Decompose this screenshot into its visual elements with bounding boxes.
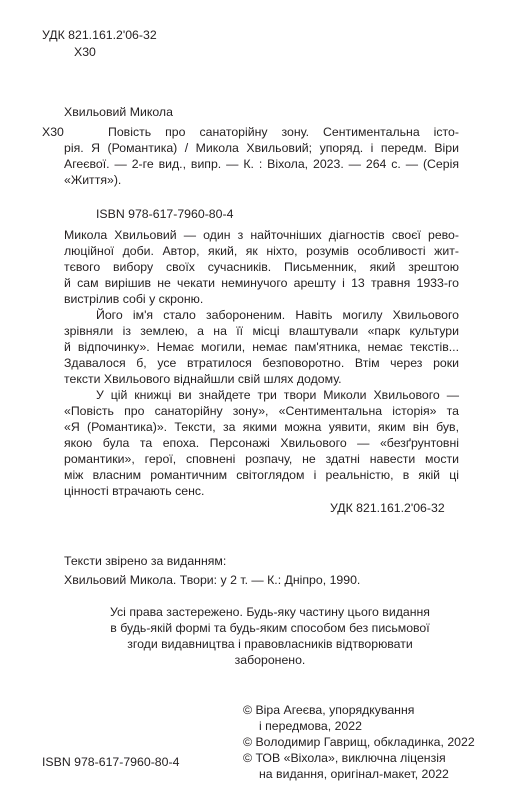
rights-line: в будь-якій формі та будь-яким способом без письмової [110,621,430,635]
annotation-line: романтики», герої, сповнені розпачу, не здатні навести мости [64,452,459,466]
annotation-line: й відпочинку». Немає могили, немає пам'ятника, немає текстів... [64,340,459,354]
bib-author-mark: Х30 [42,125,64,139]
annotation-line: якою була та епоха. Персонажі Хвильового — «безґрунтовні [64,436,459,450]
bib-line: Повість про санаторійну зону. Сентиментальна істо- [108,125,459,139]
author-mark-top: Х30 [74,45,96,59]
source-note-line: Хвильовий Микола. Твори: у 2 т. — К.: Дніпро, 1990. [64,573,361,587]
copyright-line: © Віра Агеєва, упорядкування [243,703,415,717]
rights-line: Усі права застережено. Будь-яку частину цього видання [110,605,430,619]
udk-code-bottom: УДК 821.161.2'06-32 [330,501,445,515]
rights-line: згоди видавництва і правовласників відтворювати [127,637,413,651]
isbn-mid: ISBN 978-617-7960-80-4 [96,207,234,221]
annotation-line: Микола Хвильовий — один з найточніших діагностів своєї рево- [64,228,459,242]
source-note [64,553,360,588]
copyright-line: на видання, оригінал-макет, 2022 [259,767,449,781]
annotation-line: тєвого вибору своїх сучасників. Письменник, який зрештою [64,260,459,274]
annotation [64,227,459,499]
annotation-line: У цій книжці ви знайдете три твори Миколи Хвильового — [96,388,459,402]
bib-line: Агеєвої. — 2-ге вид., випр. — К. : Віхола, 2023. — 264 с. — (Серія [64,157,459,171]
annotation-line: Здавалося б, усе втратилося безповоротно. Втім через роки [64,356,459,370]
isbn-bottom: ISBN 978-617-7960-80-4 [42,755,180,769]
copyright-line: і передмова, 2022 [259,719,362,733]
annotation-line: зрівняли із землею, а на її місці влаштували «парк культури [64,324,459,338]
bib-line: «Життя»). [64,173,122,187]
annotation-line: цінності втрачають сенс. [64,484,205,498]
annotation-line: між власним романтичним світоглядом і реальністю, в якій ці [64,468,459,482]
rights-line: заборонено. [234,653,306,667]
udk-code-top: УДК 821.161.2'06-32 [42,28,157,42]
rights-notice [60,604,480,668]
bib-line: рія. Я (Романтика) / Микола Хвильовий; упоряд. і передм. Віри [64,141,459,155]
copyright-line: © ТОВ «Віхола», виключна ліцензія [243,751,446,765]
bibliographic-description [64,124,459,188]
source-note-line: Тексти звірено за виданням: [64,554,227,568]
annotation-line: «Повість про санаторійну зону», «Сентиментальна історія» та [64,404,459,418]
annotation-line: тексти Хвильового віднайшли свій шлях додому. [64,372,342,386]
annotation-line: Його ім'я стало забороненим. Навіть могилу Хвильового [96,308,459,322]
annotation-line: люційної доби. Автор, який, як ніхто, розумів особливості жит- [64,244,459,258]
copyright-line: © Володимир Гаврищ, обкладинка, 2022 [243,735,475,749]
annotation-line: вистрілив собі у скроню. [64,292,204,306]
author-heading: Хвильовий Микола [64,105,173,119]
annotation-line: «Я (Романтика)». Тексти, за якими можна уявити, яким він був, [64,420,459,434]
copyright-block [243,702,475,782]
annotation-line: й сам вирішив не чекати неминучого арешту і 13 травня 1933-го [64,276,459,290]
